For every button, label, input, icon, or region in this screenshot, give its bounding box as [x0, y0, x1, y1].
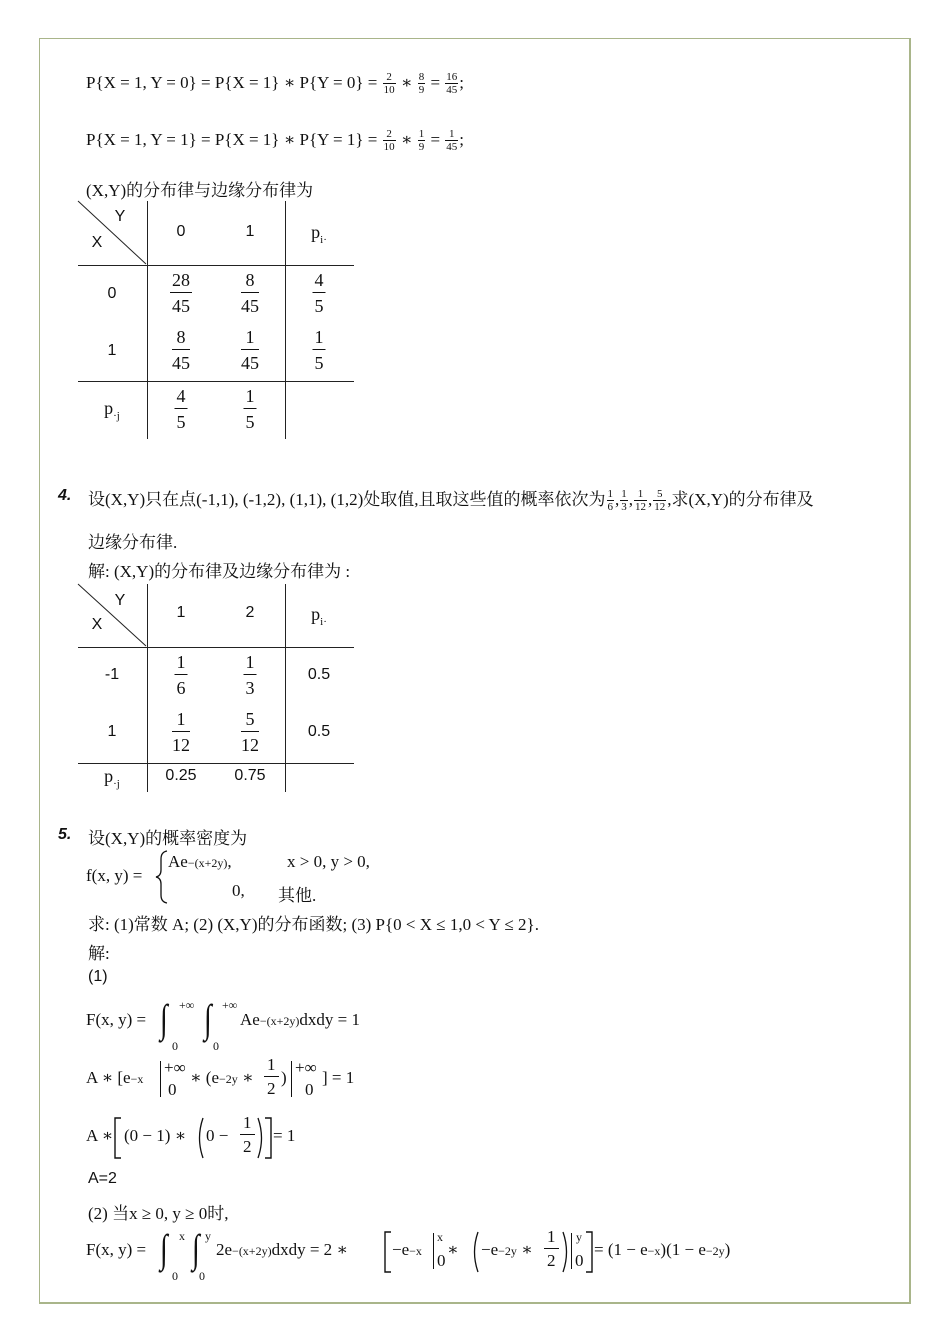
table2-col-0: 1: [176, 604, 186, 621]
equation-normalize: F(x, y) =: [86, 1010, 147, 1029]
table2-pj-header: $p_{\cdot j}$: [104, 766, 120, 790]
integral-1-upper: +∞: [179, 998, 195, 1012]
integral-sign-2: ∫: [204, 996, 212, 1041]
integral-2-upper: +∞: [222, 998, 238, 1012]
density-case-2-cond: 其他.: [278, 886, 317, 905]
density-lhs: f(x, y) =: [86, 866, 143, 885]
cdf-lhs: F(x, y) =: [86, 1240, 147, 1259]
table1-cell-0-0: 28 45: [172, 270, 190, 316]
table1-row-x-1: 1: [107, 342, 117, 359]
table1-col-0: 0: [176, 223, 186, 240]
question-4-text-cont: 边缘分布律.: [88, 533, 178, 552]
simplify-term: (0 − 1) ∗: [124, 1126, 187, 1145]
table2-pi-header: $p_{i\cdot}$: [311, 604, 327, 628]
eval-2-upper: +∞: [295, 1058, 317, 1077]
question-5-solution-label: 解:: [88, 944, 110, 963]
cdf-eval-2-lower: 0: [575, 1251, 584, 1270]
cdf-paren-left: [470, 1231, 480, 1273]
table1-cell-0-1: 8 45: [241, 270, 259, 316]
eval-close-paren: ): [281, 1068, 287, 1087]
table2-pi-1: 0.5: [307, 723, 331, 740]
table1-cell-1-0: 8 45: [172, 327, 190, 373]
integral-1-lower: 0: [172, 1039, 178, 1053]
table2-col-1: 2: [245, 604, 255, 621]
table2-cell-0-0: 1 6: [176, 652, 186, 698]
bracket-right: [263, 1117, 273, 1159]
cdf-integral-1-lower: 0: [172, 1269, 178, 1283]
eval-result: ] = 1: [322, 1068, 355, 1087]
table1-caption: (X,Y)的分布律与边缘分布律为: [86, 181, 314, 200]
table2-pj-0: 0.25: [165, 767, 197, 784]
bracket-left: [113, 1117, 123, 1159]
cdf-eval-bar-2: [571, 1233, 572, 1269]
cdf-term-1: −e−x: [392, 1240, 422, 1259]
cdf-eval-bar-1: [433, 1233, 434, 1269]
table2-corner-x: X: [91, 616, 103, 633]
table1-pi-1: 1 5: [314, 327, 324, 373]
cdf-eval-1-upper: x: [437, 1230, 443, 1244]
equation-evaluate: A ∗ [e−x: [86, 1068, 144, 1087]
part-2-label: (2) 当x ≥ 0, y ≥ 0时,: [88, 1204, 229, 1223]
cdf-term-2: −e−2y ∗: [481, 1240, 533, 1259]
table2-cell-1-1: 5 12: [241, 709, 259, 755]
eval-bar-2: [291, 1061, 292, 1097]
cdf-integral-sign-1: ∫: [160, 1226, 168, 1271]
table1-pi-header: $p_{i\cdot}$: [311, 222, 327, 246]
table2-row-x-1: 1: [107, 723, 117, 740]
cdf-eval-1-lower: 0: [437, 1251, 446, 1270]
table2-cell-0-1: 1 3: [245, 652, 255, 698]
density-case-1-cond: x > 0, y > 0,: [287, 852, 370, 871]
a-value: A=2: [88, 1170, 117, 1187]
table1-pj-1: 1 5: [245, 386, 255, 432]
table1-cell-1-1: 1 45: [241, 327, 259, 373]
question-4-number: 4.: [58, 487, 72, 504]
paren-left: [195, 1117, 205, 1159]
integrand-1: Ae−(x+2y)dxdy = 1: [240, 1010, 360, 1029]
cdf-integral-sign-2: ∫: [192, 1226, 200, 1271]
density-case-2: 0,: [232, 881, 245, 900]
cdf-fraction: 1 2: [544, 1228, 559, 1270]
question-5-number: 5.: [58, 826, 72, 843]
table1-col-1: 1: [245, 223, 255, 240]
equation-line-2: P{X = 1, Y = 1} = P{X = 1} ∗ P{Y = 1} = $\frac{2}{10}$ ∗ $\frac{1}{9}$ = $\frac{1}{45}$ ;: [86, 128, 465, 153]
cdf-integral-2-upper: y: [205, 1229, 211, 1243]
density-case-1: Ae−(x+2y),: [168, 852, 232, 871]
simplify-fraction: 1 2: [240, 1114, 255, 1156]
eval-1-lower: 0: [168, 1080, 177, 1099]
simplify-result: = 1: [273, 1126, 296, 1145]
table1-pj-0: 4 5: [176, 386, 186, 432]
cdf-times: ∗: [447, 1240, 459, 1259]
question-5-ask: 求: (1)常数 A; (2) (X,Y)的分布函数; (3) P{0 < X ≤ 1,0 < Y ≤ 2}.: [88, 915, 539, 934]
table2-corner-y: Y: [114, 592, 126, 609]
table1-row-x-0: 0: [107, 285, 117, 302]
table2-row-x-0: -1: [104, 666, 120, 683]
table1-pi-0: 4 5: [314, 270, 324, 316]
cdf-bracket-right: [584, 1231, 594, 1273]
question-4-text: 设(X,Y)只在点(-1,1), (-1,2), (1,1), (1,2)处取值,且取这些值的概率依次为 $\frac{1}{6}$ , $\frac{1}{3}$ , $\frac{1}{12}$ , $\frac{5}{12}$ ,求(X,Y)的分布律及: [88, 488, 814, 514]
question-5-intro: 设(X,Y)的概率密度为: [88, 829, 248, 848]
table2-pi-0: 0.5: [307, 666, 331, 683]
eval-fraction: 1 2: [264, 1056, 279, 1098]
eval-2-lower: 0: [305, 1080, 314, 1099]
cdf-paren-right: [561, 1231, 571, 1273]
simplify-inner: 0 −: [206, 1126, 229, 1145]
density-brace: [155, 850, 169, 904]
part-1-label: (1): [88, 968, 108, 985]
question-4-solution: 解: (X,Y)的分布律及边缘分布律为 :: [88, 562, 351, 581]
cdf-integral-2-lower: 0: [199, 1269, 205, 1283]
table2-pj-1: 0.75: [234, 767, 266, 784]
integral-2-lower: 0: [213, 1039, 219, 1053]
eval-bar-1: [160, 1061, 161, 1097]
table1-corner-y: Y: [114, 208, 126, 225]
cdf-integral-1-upper: x: [179, 1229, 185, 1243]
cdf-result: = (1 − e−x)(1 − e−2y): [594, 1240, 731, 1259]
eval-1-upper: +∞: [164, 1058, 186, 1077]
eval-2-body: ∗ (e−2y ∗: [190, 1068, 254, 1087]
table2-cell-1-0: 1 12: [172, 709, 190, 755]
equation-line-1: P{X = 1, Y = 0} = P{X = 1} ∗ P{Y = 0} = $\frac{2}{10}$ ∗ $\frac{8}{9}$ = $\frac{16}{45}$ ;: [86, 71, 465, 96]
cdf-integrand: 2e−(x+2y)dxdy = 2 ∗: [216, 1240, 348, 1259]
table1-pj-header: $p_{\cdot j}$: [104, 398, 120, 422]
cdf-eval-2-upper: y: [576, 1230, 582, 1244]
integral-sign-1: ∫: [160, 996, 168, 1041]
table1-corner-x: X: [91, 234, 103, 251]
equation-simplify: A ∗: [86, 1126, 114, 1145]
